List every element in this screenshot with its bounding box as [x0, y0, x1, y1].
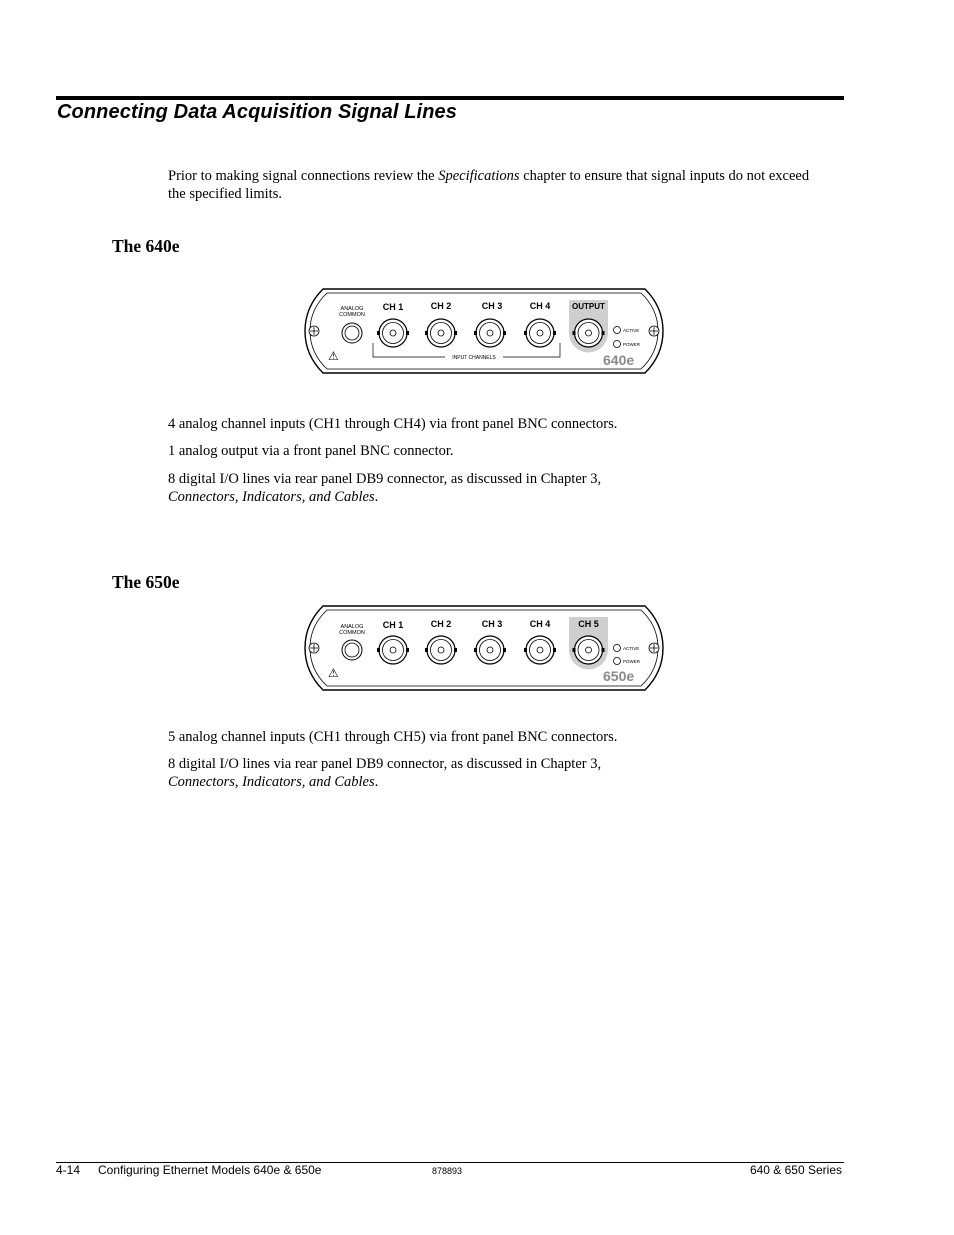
- list-item: 5 analog channel inputs (CH1 through CH5) via front panel BNC connectors.: [168, 729, 618, 745]
- mount-screw-left-icon: [309, 643, 319, 653]
- footer-series: 640 & 650 Series: [749, 1163, 842, 1177]
- analog-common-label-line1: ANALOG: [340, 306, 364, 312]
- power-label: POWER: [623, 342, 641, 347]
- list-item-emphasis: Connectors, Indicators, and Cables: [168, 489, 375, 505]
- analog-common-label-line2: COMMON: [339, 312, 365, 318]
- output-label: OUTPUT: [572, 302, 605, 311]
- active-label: ACTIVE: [623, 646, 640, 651]
- footer-doc-number: 878893: [432, 1166, 463, 1176]
- footer-chapter-title: Configuring Ethernet Models 640e & 650e: [98, 1163, 322, 1177]
- analog-common-label-line2: COMMON: [339, 630, 365, 636]
- ch1-label: CH 1: [382, 620, 404, 630]
- warning-icon: ⚠: [328, 349, 339, 363]
- list-item: 4 analog channel inputs (CH1 through CH4) via front panel BNC connectors.: [168, 416, 618, 432]
- power-led-icon: [614, 341, 621, 348]
- model-label-650e: 650e: [603, 668, 635, 684]
- intro-text-after: chapter to ensure that signal inputs do not exceed the specified limits.: [168, 168, 810, 202]
- mount-screw-left-icon: [309, 326, 319, 336]
- active-label: ACTIVE: [623, 328, 640, 333]
- list-item-text: 8 digital I/O lines via rear panel DB9 connector, as discussed in Chapter 3,: [168, 756, 602, 772]
- page-title: Connecting Data Acquisition Signal Lines: [57, 101, 457, 123]
- ch4-label: CH 4: [529, 301, 551, 311]
- list-item-emphasis: Connectors, Indicators, and Cables: [168, 774, 375, 790]
- mount-screw-right-icon: [649, 643, 659, 653]
- analog-common-jack-icon: [342, 640, 362, 660]
- mount-screw-right-icon: [649, 326, 659, 336]
- intro-text-before: Prior to making signal connections review the: [168, 168, 439, 184]
- header-rule: [56, 96, 844, 100]
- ch5-label: CH 5: [578, 619, 599, 629]
- ch2-label: CH 2: [430, 619, 452, 629]
- analog-common-label-line1: ANALOG: [340, 624, 364, 630]
- intro-emphasis: Specifications: [438, 168, 520, 184]
- ch3-label: CH 3: [481, 619, 503, 629]
- power-led-icon: [614, 658, 621, 665]
- model-label-640e: 640e: [603, 352, 635, 368]
- footer-page-number: 4-14: [56, 1163, 81, 1177]
- input-channels-label: INPUT CHANNELS: [452, 355, 496, 361]
- intro-paragraph: [168, 167, 828, 203]
- heading-650e: The 650e: [112, 572, 180, 592]
- ch2-label: CH 2: [430, 301, 452, 311]
- front-panel-650e: [303, 604, 665, 692]
- heading-640e: The 640e: [112, 236, 180, 256]
- analog-common-jack-icon: [342, 323, 362, 343]
- warning-icon: ⚠: [328, 666, 339, 680]
- power-label: POWER: [623, 659, 641, 664]
- list-item: [168, 470, 601, 506]
- list-item-tail: .: [374, 774, 379, 790]
- ch1-label: CH 1: [382, 302, 404, 312]
- ch4-label: CH 4: [529, 619, 551, 629]
- front-panel-640e: [303, 287, 665, 375]
- ch3-label: CH 3: [481, 301, 503, 311]
- active-led-icon: [614, 645, 621, 652]
- list-item: 1 analog output via a front panel BNC connector.: [168, 443, 454, 459]
- list-item-tail: .: [374, 489, 379, 505]
- active-led-icon: [614, 327, 621, 334]
- list-item-text: 8 digital I/O lines via rear panel DB9 connector, as discussed in Chapter 3,: [168, 471, 602, 487]
- list-item: [168, 755, 601, 791]
